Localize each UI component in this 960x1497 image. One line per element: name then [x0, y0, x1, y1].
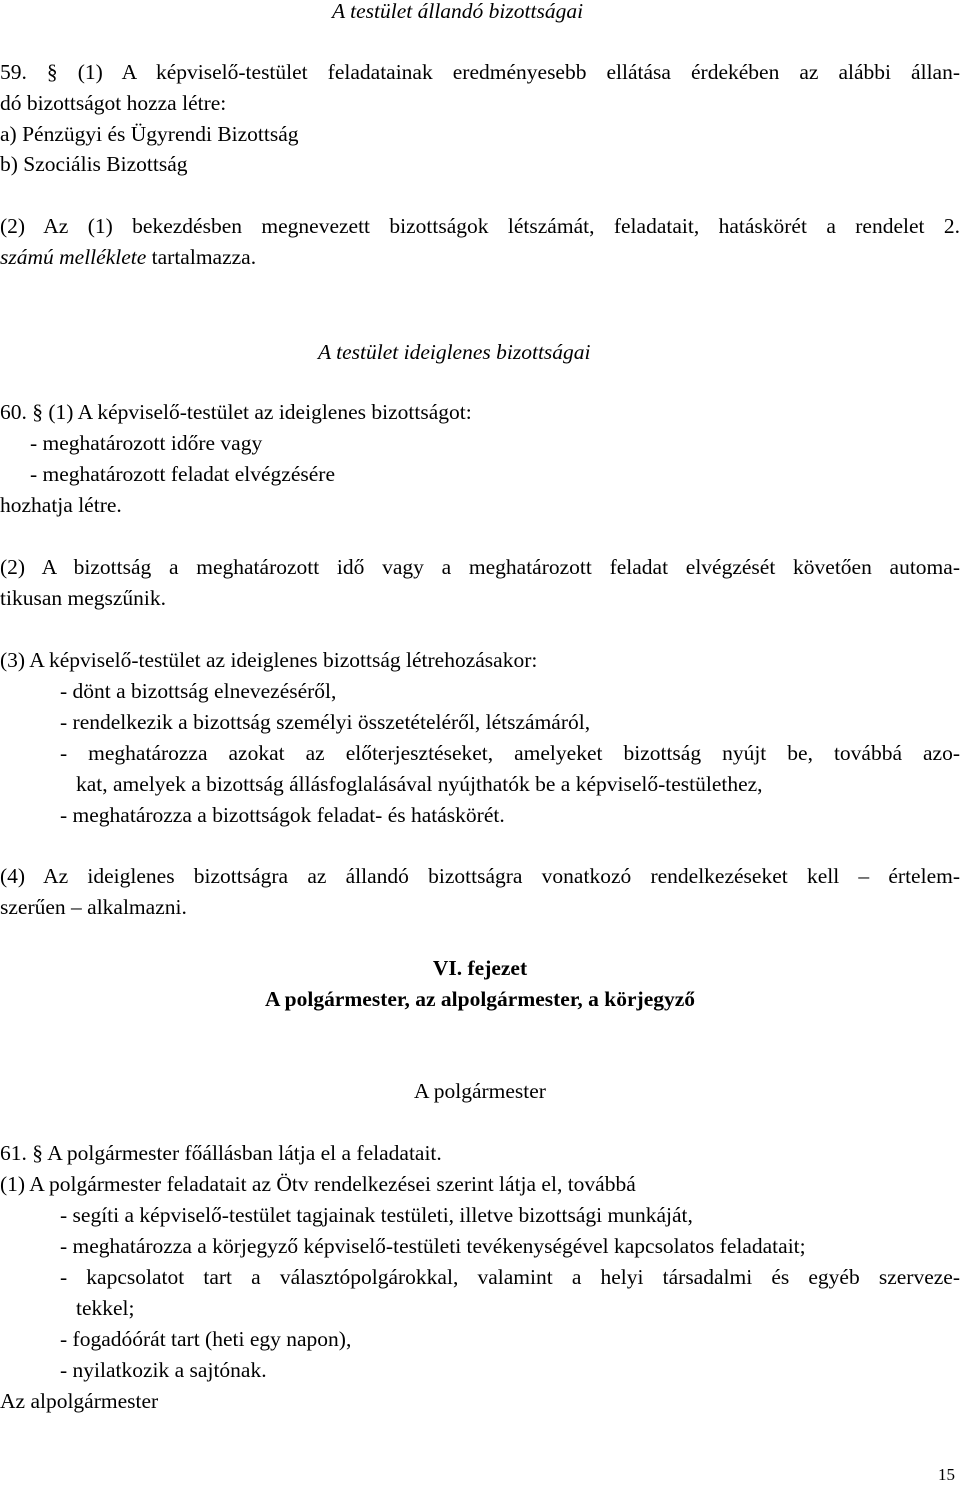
chapter-title: A polgármester, az alpolgármester, a körjegyző — [264, 987, 696, 1011]
paragraph-60-dash1: - meghatározott időre vagy — [30, 431, 263, 455]
paragraph-60-3-dash4: - meghatározza a bizottságok feladat- és hatáskörét. — [60, 803, 505, 827]
paragraph-60-end: hozhatja létre. — [0, 493, 122, 517]
heading-permanent-committees: A testület állandó bizottságai — [332, 0, 584, 23]
paragraph-60-4-line2: szerűen – alkalmazni. — [0, 895, 187, 919]
page-number: 15 — [938, 1465, 955, 1484]
paragraph-60-3-dash3-line1: - meghatározza azokat az előterjesztéseket, amelyeket bizottság nyújt be, továbbá azo- — [60, 741, 960, 765]
paragraph-60-3-dash3-line2: kat, amelyek a bizottság állásfoglalásával nyújthatók be a képviselő-testülethez, — [76, 772, 763, 796]
list-item-b: b) Szociális Bizottság — [0, 152, 188, 176]
paragraph-60-2-line2: tikusan megszűnik. — [0, 586, 167, 610]
paragraph-61-line1: 61. § A polgármester főállásban látja el a feladatait. — [0, 1141, 442, 1165]
heading-deputy-mayor: Az alpolgármester — [0, 1389, 159, 1413]
paragraph-60-4-line1: (4) Az ideiglenes bizottságra az állandó bizottságra vonatkozó rendelkezéseket kell – értelem- — [0, 864, 960, 888]
heading-temporary-committees: A testület ideiglenes bizottságai — [318, 340, 591, 364]
mayor-task-5: - nyilatkozik a sajtónak. — [60, 1358, 267, 1382]
paragraph-60-3-line1: (3) A képviselő-testület az ideiglenes bizottság létrehozásakor: — [0, 648, 538, 672]
paragraph-59-2-line2: számú melléklete tartalmazza. — [0, 245, 257, 269]
mayor-task-2: - meghatározza a körjegyző képviselő-testületi tevékenységével kapcsolatos feladatait; — [60, 1234, 806, 1258]
paragraph-60-2-line1: (2) A bizottság a meghatározott idő vagy a meghatározott feladat elvégzését követően automa- — [0, 555, 960, 579]
paragraph-60-line1: 60. § (1) A képviselő-testület az ideiglenes bizottságot: — [0, 400, 472, 424]
mayor-task-1: - segíti a képviselő-testület tagjainak testületi, illetve bizottsági munkáját, — [60, 1203, 693, 1227]
paragraph-59-2-line1: (2) Az (1) bekezdésben megnevezett bizottságok létszámát, feladatait, hatáskörét a rendelet 2. — [0, 214, 960, 238]
list-item-a: a) Pénzügyi és Ügyrendi Bizottság — [0, 122, 299, 146]
heading-mayor: A polgármester — [414, 1079, 546, 1103]
chapter-number: VI. fejezet — [432, 956, 528, 980]
paragraph-61-1: (1) A polgármester feladatait az Ötv rendelkezései szerint látja el, továbbá — [0, 1172, 636, 1196]
paragraph-60-3-dash1: - dönt a bizottság elnevezéséről, — [60, 679, 337, 703]
paragraph-59-line2: dó bizottságot hozza létre: — [0, 91, 227, 115]
paragraph-60-3-dash2: - rendelkezik a bizottság személyi összetételéről, létszámáról, — [60, 710, 591, 734]
paragraph-60-dash2: - meghatározott feladat elvégzésére — [30, 462, 335, 486]
mayor-task-3-line1: - kapcsolatot tart a választópolgárokkal, valamint a helyi társadalmi és egyéb szerveze- — [60, 1265, 960, 1289]
paragraph-59-line1: 59. § (1) A képviselő-testület feladatainak eredményesebb ellátása érdekében az alábbi állan- — [0, 60, 960, 84]
mayor-task-4: - fogadóórát tart (heti egy napon), — [60, 1327, 352, 1351]
annex-reference: számú melléklete — [0, 245, 147, 269]
mayor-task-3-line2: tekkel; — [76, 1296, 135, 1320]
